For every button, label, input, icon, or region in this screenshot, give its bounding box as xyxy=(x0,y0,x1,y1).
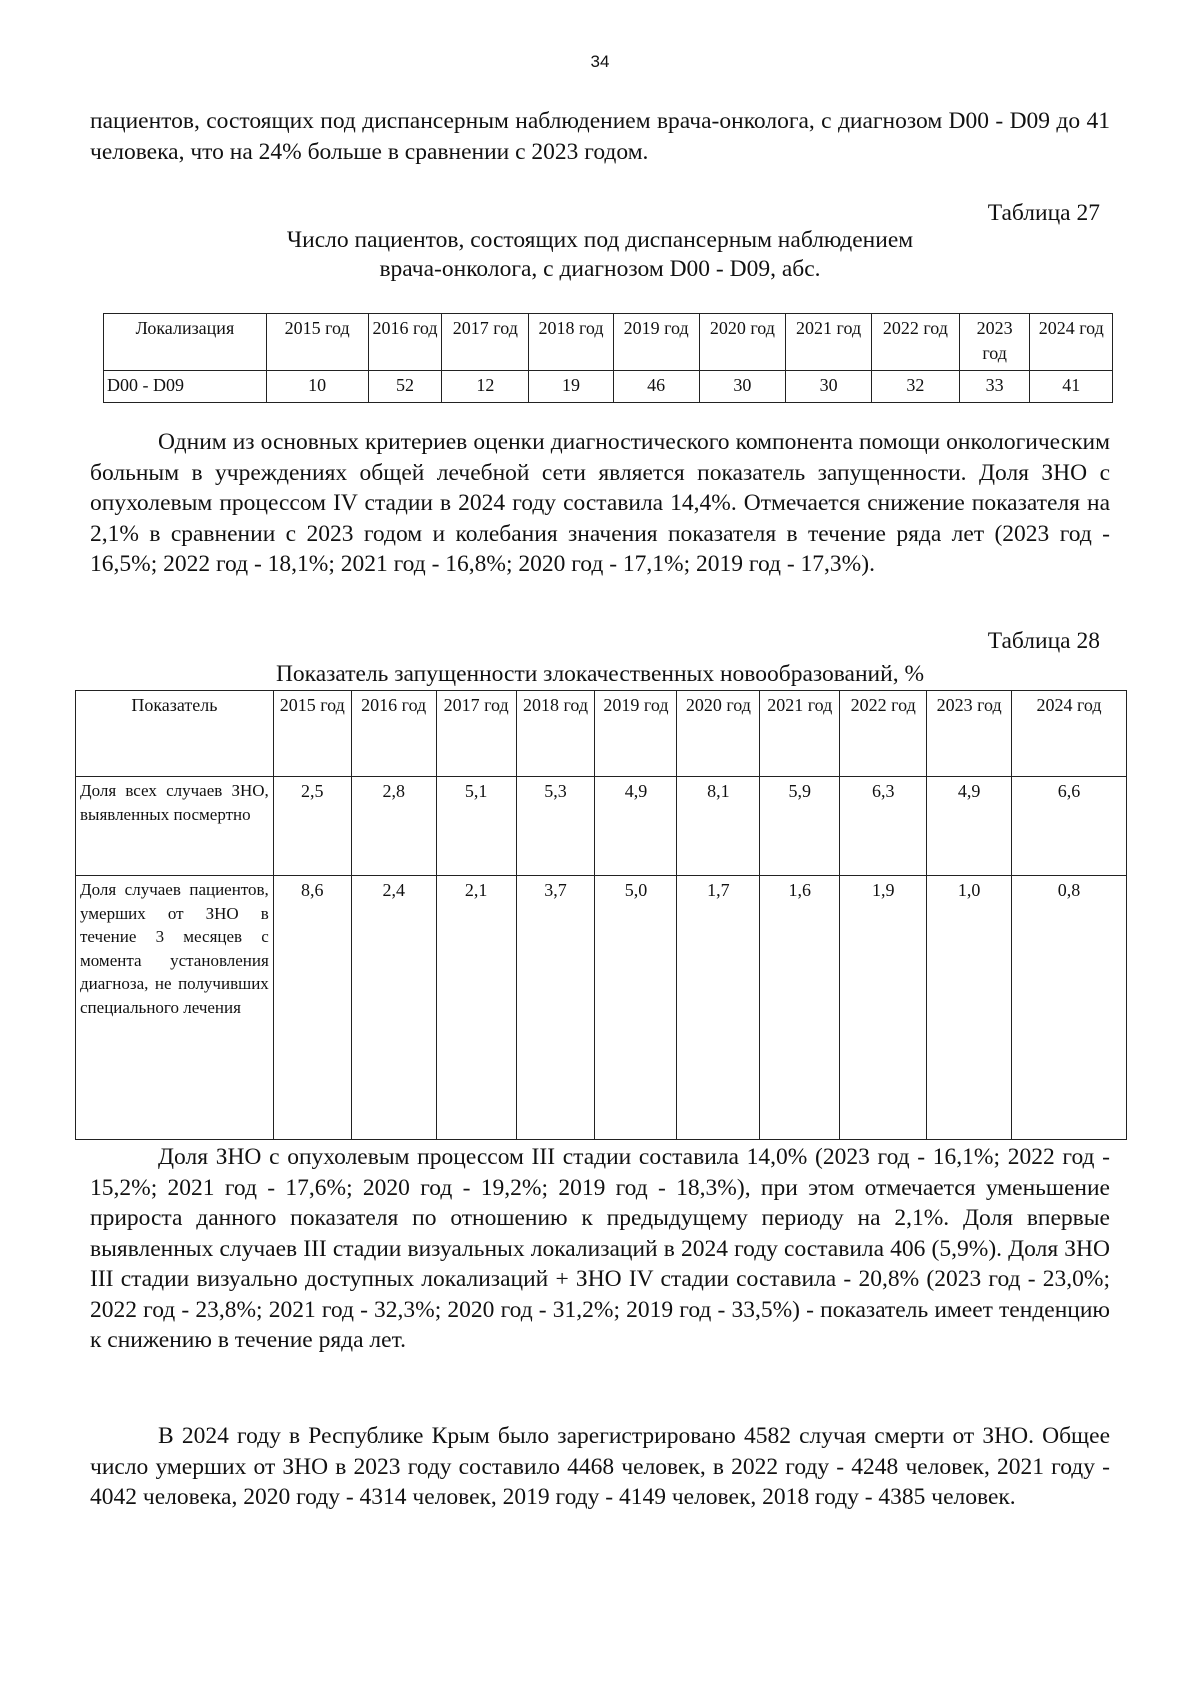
table27 xyxy=(103,313,1113,403)
table27-header-cell: Локализация xyxy=(104,314,267,371)
table27-cell: 30 xyxy=(699,371,786,403)
table27-cell: 46 xyxy=(613,371,699,403)
table28-header-cell: 2020 год xyxy=(677,691,760,777)
table28-cell: 2,1 xyxy=(436,876,516,1140)
table28-header-cell: 2022 год xyxy=(840,691,927,777)
table28-cell: 5,1 xyxy=(436,777,516,876)
table27-cell: 30 xyxy=(786,371,872,403)
table28-header-cell: 2015 год xyxy=(273,691,351,777)
table27-cell: 12 xyxy=(442,371,529,403)
table27-header-cell: 2021 год xyxy=(786,314,872,371)
table28-header-cell: 2024 год xyxy=(1012,691,1127,777)
table27-cell: 10 xyxy=(266,371,368,403)
table27-header-cell: 2022 год xyxy=(871,314,959,371)
table28-cell: 6,6 xyxy=(1012,777,1127,876)
table27-header-row xyxy=(104,314,1113,371)
table28-cell: 2,8 xyxy=(351,777,436,876)
table28-cell: 1,9 xyxy=(840,876,927,1140)
table28-cell: 8,1 xyxy=(677,777,760,876)
table28-header-cell: 2017 год xyxy=(436,691,516,777)
table27-cell: 32 xyxy=(871,371,959,403)
table27-cell: 41 xyxy=(1030,371,1113,403)
table28-cell: 1,6 xyxy=(760,876,840,1140)
table28-cell: 1,7 xyxy=(677,876,760,1140)
table27-header-cell: 2019 год xyxy=(613,314,699,371)
table28-header-cell: Показатель xyxy=(76,691,274,777)
table28-cell: 6,3 xyxy=(840,777,927,876)
table27-row-label: D00 - D09 xyxy=(104,371,267,403)
table27-data-row xyxy=(104,371,1113,403)
table28-cell: 5,0 xyxy=(595,876,677,1140)
table28-row-postmortem xyxy=(76,777,1127,876)
table27-cell: 52 xyxy=(368,371,442,403)
table27-label: Таблица 27 xyxy=(987,200,1100,226)
table28-header-cell: 2019 год xyxy=(595,691,677,777)
table28-cell: 5,3 xyxy=(516,777,595,876)
table27-header-cell: 2020 год xyxy=(699,314,786,371)
paragraph-mortality: В 2024 году в Республике Крым было зарегистрировано 4582 случая смерти от ЗНО. Общее число умерших от ЗНО в 2023 году составило 4468 человек, в 2022 году - 4248 человек, 2021 году - 4042 человека, 2020 году - 4314 человек, 2019 году - 4149 человек, 2018 году - 4385 человек. xyxy=(90,1423,1110,1510)
table28-header-cell: 2023 год xyxy=(927,691,1012,777)
table27-header-cell: 2018 год xyxy=(529,314,614,371)
table27-header-cell: 2024 год xyxy=(1030,314,1113,371)
table28-title: Показатель запущенности злокачественных новообразований, % xyxy=(275,661,925,687)
table28-row-label: Доля всех случаев ЗНО, выявленных посмертно xyxy=(76,777,274,876)
table28-row-label: Доля случаев пациентов, умерших от ЗНО в течение 3 месяцев с момента установления диагноза, не получивших специального лечения xyxy=(76,876,274,1140)
page-number: 34 xyxy=(590,52,610,71)
table28-cell: 4,9 xyxy=(927,777,1012,876)
table27-title-line2: врача-онколога, с диагнозом D00 - D09, абс. xyxy=(379,256,821,282)
table28-cell: 3,7 xyxy=(516,876,595,1140)
table28-header-cell: 2018 год xyxy=(516,691,595,777)
table28 xyxy=(75,690,1127,1140)
table28-cell: 2,5 xyxy=(273,777,351,876)
table28-row-died-3months xyxy=(76,876,1127,1140)
table28-cell: 2,4 xyxy=(351,876,436,1140)
intro-paragraph: пациентов, состоящих под диспансерным наблюдением врача-онколога, с диагнозом D00 - D09 до 41 человека, что на 24% больше в сравнении с 2023 годом. xyxy=(90,108,1110,165)
paragraph-stage-iii: Доля ЗНО с опухолевым процессом III стадии составила 14,0% (2023 год - 16,1%; 2022 год - 15,2%; 2021 год - 17,6%; 2020 год - 19,2%; 2019 год - 18,3%), при этом отмечается уменьшение прироста данного показателя по отношению к предыдущему периоду на 2,1%. Доля впервые выявленных случаев III стадии визуальных локализаций в 2024 году составила 406 (5,9%). Доля ЗНО III стадии визуально доступных локализаций + ЗНО IV стадии составила - 20,8% (2023 год - 23,0%; 2022 год - 23,8%; 2021 год - 32,3%; 2020 год - 31,2%; 2019 год - 33,5%) - показатель имеет тенденцию к снижению в течение ряда лет. xyxy=(90,1144,1110,1353)
table27-header-cell: 2023 год xyxy=(959,314,1030,371)
table28-header-cell: 2021 год xyxy=(760,691,840,777)
table28-cell: 8,6 xyxy=(273,876,351,1140)
table27-title-line1: Число пациентов, состоящих под диспансерным наблюдением xyxy=(286,227,914,253)
table28-cell: 1,0 xyxy=(927,876,1012,1140)
table28-label: Таблица 28 xyxy=(987,628,1100,654)
table27-header-cell: 2016 год xyxy=(368,314,442,371)
paragraph-stage-iv: Одним из основных критериев оценки диагностического компонента помощи онкологическим больным в учреждениях общей лечебной сети является показатель запущенности. Доля ЗНО с опухолевым процессом IV стадии в 2024 году составила 14,4%. Отмечается снижение показателя на 2,1% в сравнении с 2023 годом и колебания значения показателя в течение ряда лет (2023 год - 16,5%; 2022 год - 18,1%; 2021 год - 16,8%; 2020 год - 17,1%; 2019 год - 17,3%). xyxy=(90,429,1110,577)
table28-cell: 0,8 xyxy=(1012,876,1127,1140)
table27-header-cell: 2017 год xyxy=(442,314,529,371)
table28-header-row xyxy=(76,691,1127,777)
table27-cell: 33 xyxy=(959,371,1030,403)
table27-cell: 19 xyxy=(529,371,614,403)
table28-header-cell: 2016 год xyxy=(351,691,436,777)
table28-cell: 5,9 xyxy=(760,777,840,876)
table28-cell: 4,9 xyxy=(595,777,677,876)
table27-header-cell: 2015 год xyxy=(266,314,368,371)
